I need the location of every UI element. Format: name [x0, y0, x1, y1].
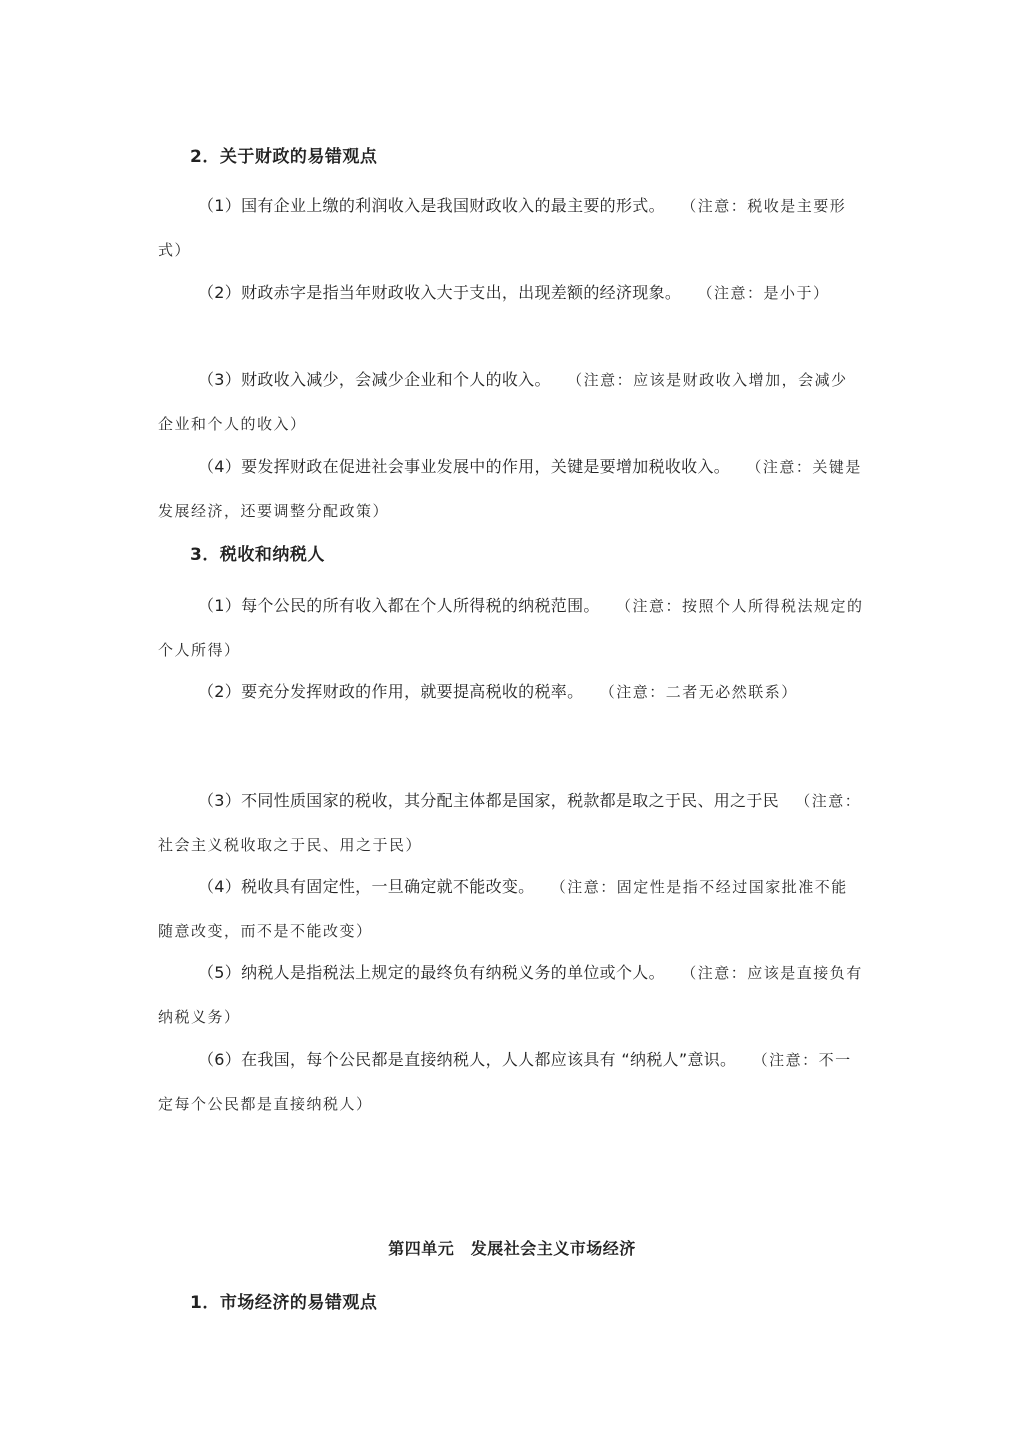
- paragraph-2-2: [158, 271, 864, 315]
- statement: （3）财政收入减少，会减少企业和个人的收入。: [198, 370, 551, 389]
- unit-title: 第四单元 发展社会主义市场经济: [388, 1239, 636, 1258]
- section-heading-tax-and-taxpayer: 3．税收和纳税人: [190, 545, 325, 565]
- statement: （1）每个公民的所有收入都在个人所得税的纳税范围。: [198, 596, 600, 615]
- note: （注意：社会主义税收取之于民、用之于民）: [158, 792, 862, 854]
- note: （注意：应该是直接负有纳税义务）: [158, 964, 863, 1026]
- statement: （5）纳税人是指税法上规定的最终负有纳税义务的单位或个人。: [198, 963, 665, 982]
- paragraph-3-6: [158, 1038, 864, 1126]
- section-heading-market-economy-misconceptions: 1．市场经济的易错观点: [190, 1293, 378, 1313]
- paragraph-3-2: [158, 670, 864, 714]
- note: （注意：关键是发展经济，还要调整分配政策）: [158, 458, 862, 520]
- paragraph-2-4: [158, 445, 864, 533]
- paragraph-2-1: [158, 184, 864, 272]
- statement: （1）国有企业上缴的利润收入是我国财政收入的最主要的形式。: [198, 196, 665, 215]
- statement: （4）税收具有固定性，一旦确定就不能改变。: [198, 877, 535, 896]
- paragraph-3-3: [158, 779, 864, 867]
- note: （注意：税收是主要形式）: [158, 197, 847, 259]
- note: （注意：固定性是指不经过国家批准不能随意改变，而不是不能改变）: [158, 878, 848, 940]
- statement: （2）要充分发挥财政的作用，就要提高税收的税率。: [198, 682, 584, 701]
- section-heading-finance-misconceptions: 2．关于财政的易错观点: [190, 147, 378, 167]
- statement: （6）在我国，每个公民都是直接纳税人，人人都应该具有 “纳税人”意识。: [198, 1050, 737, 1069]
- paragraph-2-3: [158, 358, 864, 446]
- paragraph-3-1: [158, 584, 864, 672]
- statement: （2）财政赤字是指当年财政收入大于支出，出现差额的经济现象。: [198, 283, 682, 302]
- statement: （3）不同性质国家的税收，其分配主体都是国家，税款都是取之于民、用之于民: [198, 791, 779, 810]
- note: （注意：二者无必然联系）: [599, 683, 798, 701]
- note: （注意：应该是财政收入增加，会减少企业和个人的收入）: [158, 371, 848, 433]
- note: （注意：不一定每个公民都是直接纳税人）: [158, 1051, 852, 1113]
- note: （注意：是小于）: [697, 284, 830, 302]
- statement: （4）要发挥财政在促进社会事业发展中的作用，关键是要增加税收收入。: [198, 457, 731, 476]
- paragraph-3-4: [158, 865, 864, 953]
- paragraph-3-5: [158, 951, 864, 1039]
- note: （注意：按照个人所得税法规定的个人所得）: [158, 597, 864, 659]
